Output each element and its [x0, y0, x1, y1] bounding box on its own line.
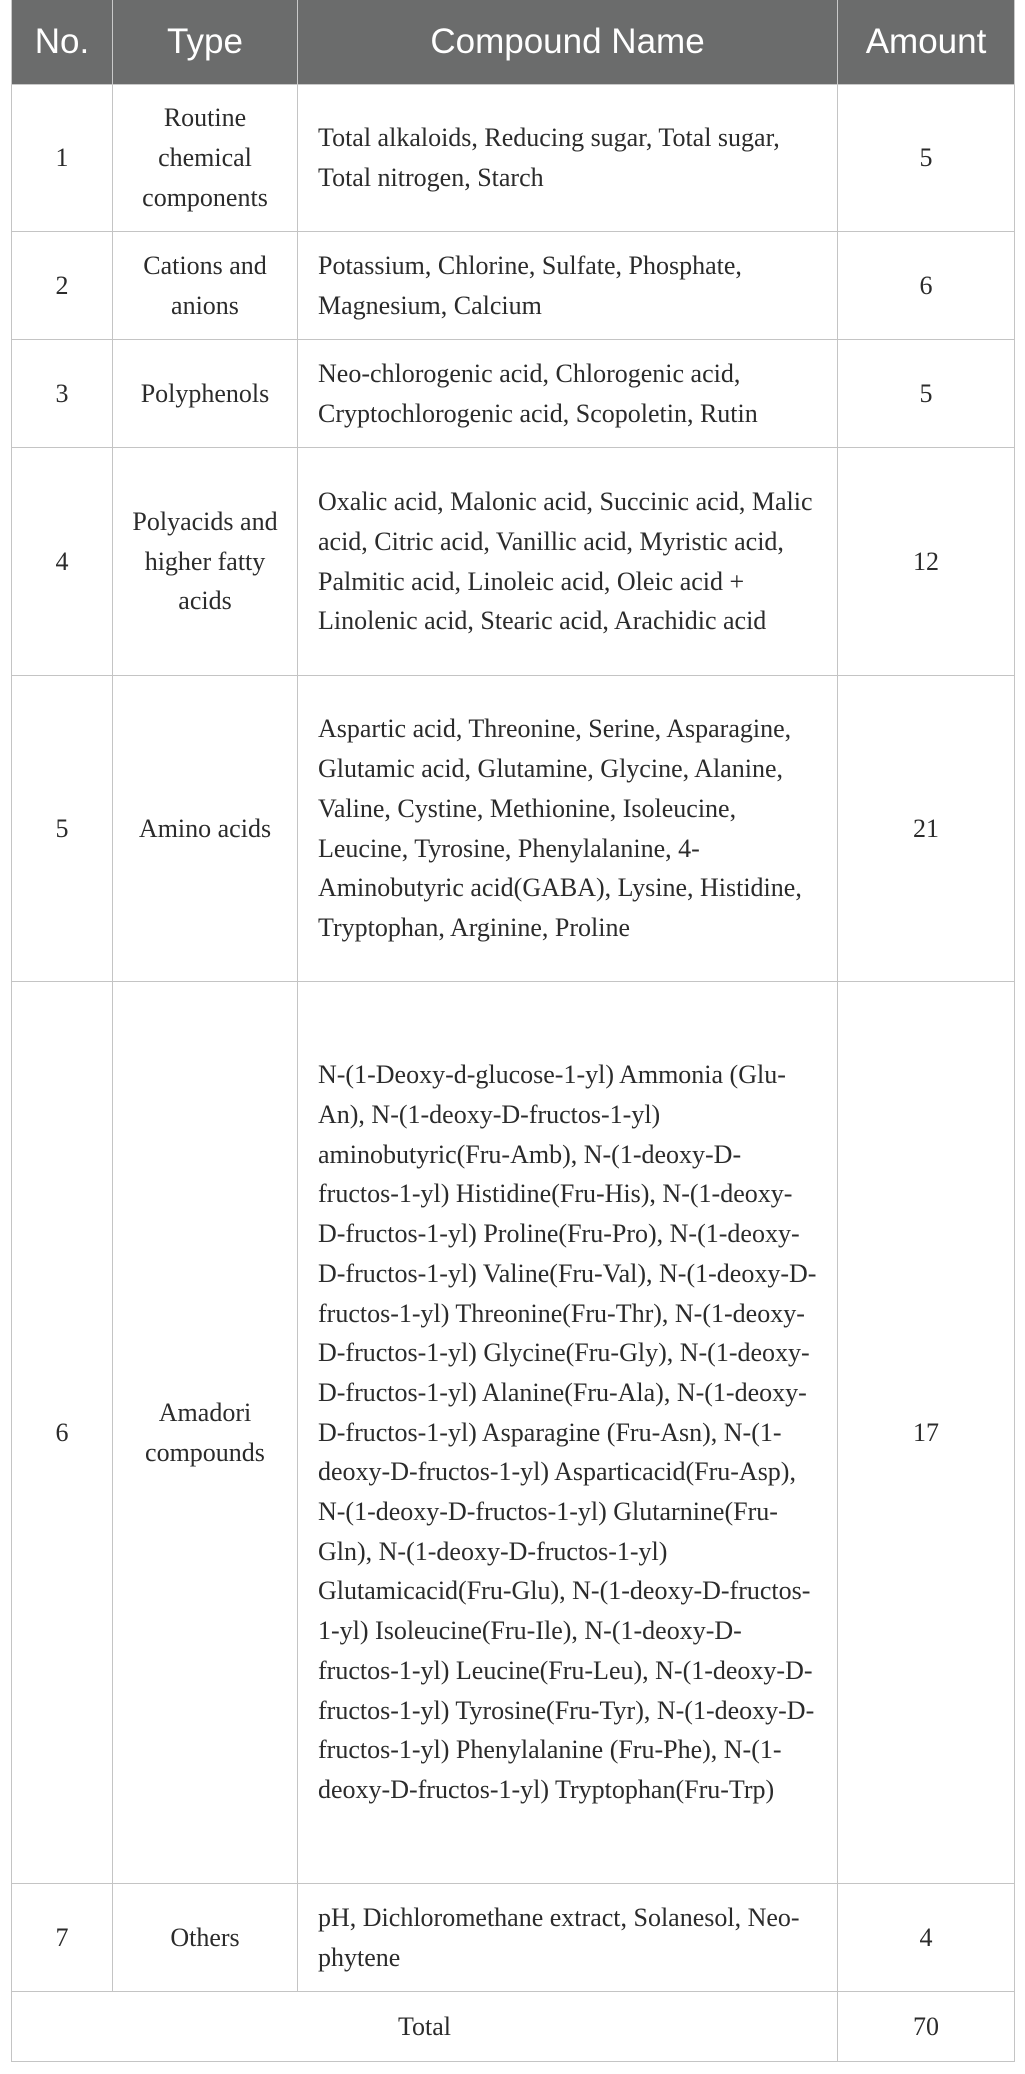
row-number: 1 [12, 85, 113, 232]
header-no: No. [12, 0, 113, 85]
row-amount: 4 [838, 1884, 1015, 1992]
row-amount: 5 [838, 85, 1015, 232]
row-number: 6 [12, 982, 113, 1884]
row-compounds: N-(1-Deoxy-d-glucose-1-yl) Ammonia (Glu-An), N-(1-deoxy-D-fructos-1-yl) aminobutyric(Fru-Amb), N-(1-deoxy-D-fructos-1-yl) Histidine(Fru-His), N-(1-deoxy-D-fructos-1-yl) Proline(Fru-Pro), N-(1-deoxy-D-fructos-1-yl) Valine(Fru-Val), N-(1-deoxy-D-fructos-1-yl) Threonine(Fru-Thr), N-(1-deoxy-D-fructos-1-yl) Glycine(Fru-Gly), N-(1-deoxy-D-fructos-1-yl) Alanine(Fru-Ala), N-(1-deoxy-D-fructos-1-yl) Asparagine (Fru-Asn), N-(1-deoxy-D-fructos-1-yl) Asparticacid(Fru-Asp), N-(1-deoxy-D-fructos-1-yl) Glutarnine(Fru-Gln), N-(1-deoxy-D-fructos-1-yl) Glutamicacid(Fru-Glu), N-(1-deoxy-D-fructos-1-yl) Isoleucine(Fru-Ile), N-(1-deoxy-D-fructos-1-yl) Leucine(Fru-Leu), N-(1-deoxy-D-fructos-1-yl) Tyrosine(Fru-Tyr), N-(1-deoxy-D-fructos-1-yl) Phenylalanine (Fru-Phe), N-(1-deoxy-D-fructos-1-yl) Tryptophan(Fru-Trp) [298, 982, 838, 1884]
header-row [12, 0, 1015, 85]
compound-table-container [11, 0, 1014, 2062]
row-number: 2 [12, 232, 113, 340]
row-compounds: Aspartic acid, Threonine, Serine, Asparagine, Glutamic acid, Glutamine, Glycine, Alanine, Valine, Cystine, Methionine, Isoleucine, Leucine, Tyrosine, Phenylalanine, 4-Aminobutyric acid(GABA), Lysine, Histidine, Tryptophan, Arginine, Proline [298, 676, 838, 982]
row-compounds: Total alkaloids, Reducing sugar, Total sugar, Total nitrogen, Starch [298, 85, 838, 232]
header-compound-name: Compound Name [298, 0, 838, 85]
row-type: Polyacids and higher fatty acids [113, 448, 298, 676]
table-body [12, 85, 1015, 2062]
row-type: Polyphenols [113, 340, 298, 448]
total-amount: 70 [838, 1992, 1015, 2062]
table-row [12, 448, 1015, 676]
total-label: Total [12, 1992, 838, 2062]
row-type: Amino acids [113, 676, 298, 982]
row-type: Routine chemical components [113, 85, 298, 232]
row-compounds: pH, Dichloromethane extract, Solanesol, Neo-phytene [298, 1884, 838, 1992]
row-number: 4 [12, 448, 113, 676]
row-type: Amadori compounds [113, 982, 298, 1884]
row-number: 7 [12, 1884, 113, 1992]
row-amount: 6 [838, 232, 1015, 340]
row-compounds: Neo-chlorogenic acid, Chlorogenic acid, Cryptochlorogenic acid, Scopoletin, Rutin [298, 340, 838, 448]
table-row [12, 232, 1015, 340]
header-type: Type [113, 0, 298, 85]
row-number: 3 [12, 340, 113, 448]
row-type: Others [113, 1884, 298, 1992]
table-row [12, 676, 1015, 982]
table-header [12, 0, 1015, 85]
row-amount: 5 [838, 340, 1015, 448]
row-compounds: Oxalic acid, Malonic acid, Succinic acid, Malic acid, Citric acid, Vanillic acid, Myristic acid, Palmitic acid, Linoleic acid, Oleic acid + Linolenic acid, Stearic acid, Arachidic acid [298, 448, 838, 676]
row-amount: 12 [838, 448, 1015, 676]
total-row [12, 1992, 1015, 2062]
table-row [12, 85, 1015, 232]
row-amount: 17 [838, 982, 1015, 1884]
header-amount: Amount [838, 0, 1015, 85]
table-row [12, 340, 1015, 448]
table-row [12, 982, 1015, 1884]
table-row [12, 1884, 1015, 1992]
row-number: 5 [12, 676, 113, 982]
row-type: Cations and anions [113, 232, 298, 340]
row-amount: 21 [838, 676, 1015, 982]
row-compounds: Potassium, Chlorine, Sulfate, Phosphate, Magnesium, Calcium [298, 232, 838, 340]
compound-table [11, 0, 1015, 2062]
